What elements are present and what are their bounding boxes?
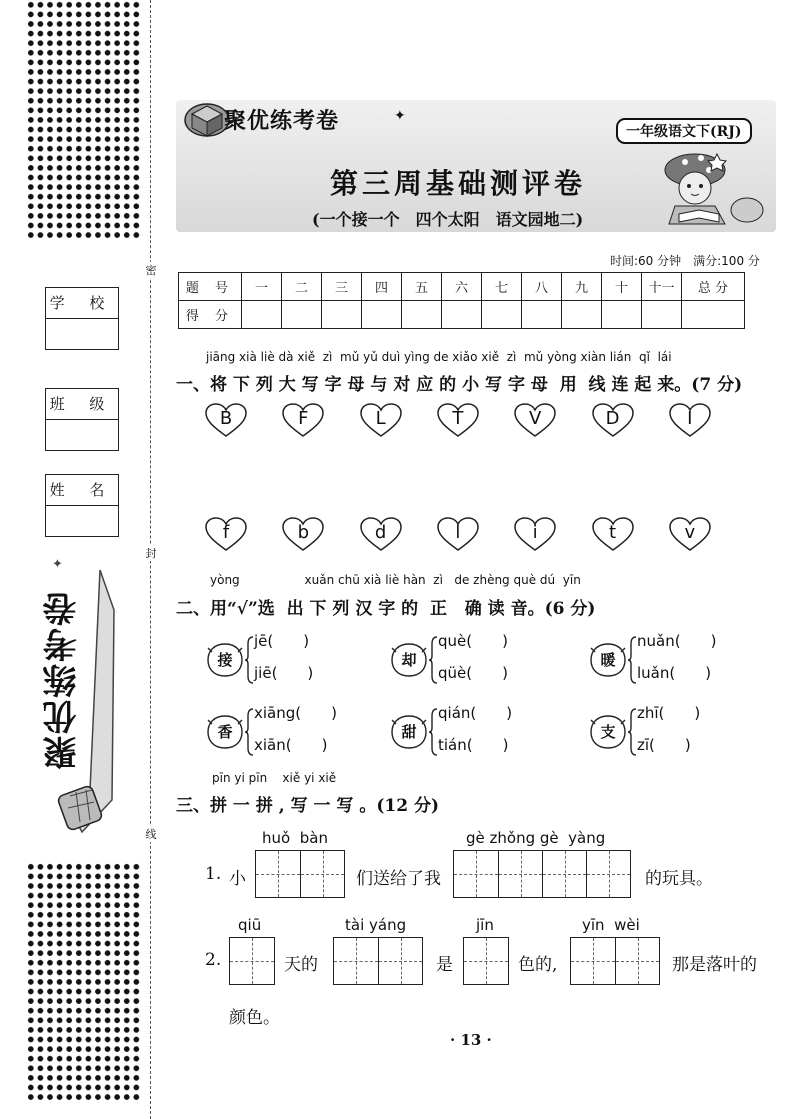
name-label: 姓 名: [46, 475, 118, 506]
uppercase-heart-F[interactable]: [281, 402, 325, 438]
heart-letter: I: [687, 408, 693, 429]
grid-cell[interactable]: [378, 938, 422, 984]
q3-pinyin: pīn yi pīn xiě yi xiě: [212, 771, 337, 785]
s2-text-d: 色的,: [518, 955, 558, 975]
brand-title: 聚优练考卷: [224, 108, 340, 134]
brace-icon: [245, 708, 254, 756]
reading-option[interactable]: tián( ): [438, 736, 509, 754]
brace-icon: [628, 708, 637, 756]
score-blank[interactable]: [482, 301, 522, 329]
score-cell: 五: [402, 273, 442, 301]
heart-letter: L: [375, 408, 386, 429]
score-blank[interactable]: [442, 301, 482, 329]
heart-letter: b: [297, 522, 310, 543]
school-field[interactable]: [45, 287, 119, 350]
score-cell: 一: [242, 273, 282, 301]
s2-number: 2.: [205, 950, 222, 970]
reading-option[interactable]: jē( ): [254, 632, 310, 650]
grid-cell[interactable]: [586, 851, 630, 897]
score-cell: 四: [362, 273, 402, 301]
vertical-brand-icon: ✦: [52, 557, 63, 572]
score-blank[interactable]: [402, 301, 442, 329]
lowercase-heart-i[interactable]: [513, 516, 557, 552]
score-blank[interactable]: [282, 301, 322, 329]
girl-reading-illustration: [655, 148, 767, 230]
name-field[interactable]: [45, 474, 119, 537]
uppercase-heart-T[interactable]: [436, 402, 480, 438]
score-blank[interactable]: [322, 301, 362, 329]
grid-cell[interactable]: [334, 938, 378, 984]
score-cell: 题 号: [179, 273, 242, 301]
score-cell: 十: [602, 273, 642, 301]
reading-option[interactable]: xiāng( ): [254, 704, 337, 722]
character-label: 香: [217, 723, 233, 741]
uppercase-heart-D[interactable]: [591, 402, 635, 438]
s1-text-a: 小: [229, 869, 246, 889]
character-label: 暖: [600, 651, 616, 669]
s2-pinyin-3: jīn: [476, 916, 494, 934]
writing-grid-qiu[interactable]: [229, 937, 275, 985]
class-field[interactable]: [45, 388, 119, 451]
brace-icon: [245, 636, 254, 684]
class-label: 班 级: [46, 389, 118, 420]
writing-grid-huoban[interactable]: [255, 850, 345, 898]
character-label: 却: [401, 651, 417, 669]
lowercase-heart-b[interactable]: [281, 516, 325, 552]
reading-option[interactable]: xiān( ): [254, 736, 328, 754]
reading-option[interactable]: luǎn( ): [637, 664, 712, 682]
name-blank[interactable]: [46, 506, 118, 536]
s1-pinyin-1: huǒ bàn: [262, 829, 328, 847]
score-cell: 二: [282, 273, 322, 301]
s1-pinyin-2: gè zhǒng gè yàng: [466, 829, 606, 847]
heart-letter: f: [222, 522, 230, 543]
q1-heading: 一、将 下 列 大 写 字 母 与 对 应 的 小 写 字 母 用 线 连 起 来。(7 分): [176, 375, 743, 395]
vertical-brand-text: 聚优练考卷: [43, 590, 83, 770]
grid-cell[interactable]: [300, 851, 344, 897]
page-number: · 13 ·: [450, 1031, 492, 1049]
character-bubble: [206, 714, 244, 750]
uppercase-heart-V[interactable]: [513, 402, 557, 438]
q1-pinyin: jiāng xià liè dà xiě zì mǔ yǔ duì yìng de xiǎo xiě zì mǔ yòng xiàn lián qǐ lái: [206, 350, 672, 364]
s1-text-c: 的玩具。: [645, 869, 713, 889]
s2-pinyin-2: tài yáng: [345, 916, 407, 934]
school-blank[interactable]: [46, 319, 118, 349]
q2-heading: 二、用“√”选 出 下 列 汉 字 的 正 确 读 音。(6 分): [176, 599, 596, 619]
heart-letter: V: [529, 408, 542, 429]
uppercase-heart-I[interactable]: [668, 402, 712, 438]
seal-char-feng: 封: [145, 547, 157, 560]
writing-grid-jin[interactable]: [463, 937, 509, 985]
grid-cell[interactable]: [615, 938, 659, 984]
page-subtitle: (一个接一个 四个太阳 语文园地二): [312, 210, 584, 229]
character-label: 支: [600, 723, 616, 741]
heart-letter: F: [298, 408, 309, 429]
brace-icon: [628, 636, 637, 684]
score-blank[interactable]: [562, 301, 602, 329]
score-blank[interactable]: [642, 301, 682, 329]
q2-pinyin: yòng xuǎn chū xià liè hàn zì de zhèng què dú yīn: [210, 573, 581, 587]
character-bubble: [589, 642, 627, 678]
dot-pattern-top: [26, 0, 142, 238]
heart-letter: l: [455, 522, 461, 543]
grid-cell[interactable]: [571, 938, 615, 984]
class-blank[interactable]: [46, 420, 118, 450]
score-cell: 十一: [642, 273, 682, 301]
grid-cell[interactable]: [256, 851, 300, 897]
reading-option[interactable]: jiē( ): [254, 664, 314, 682]
sparkle-icon: ✦: [394, 108, 406, 124]
grid-cell[interactable]: [464, 938, 508, 984]
school-label: 学 校: [46, 288, 118, 319]
lowercase-heart-t[interactable]: [591, 516, 635, 552]
writing-grid-gezhonggeyang[interactable]: [453, 850, 631, 898]
score-table-score-row: [179, 301, 745, 329]
page-title: 第三周基础测评卷: [330, 167, 587, 200]
score-cell: 七: [482, 273, 522, 301]
q3-heading: 三、拼 一 拼 , 写 一 写 。(12 分): [176, 796, 440, 816]
s1-text-b: 们送给了我: [356, 869, 441, 889]
score-cell: 八: [522, 273, 562, 301]
exam-meta: 时间:60 分钟 满分:100 分: [610, 254, 760, 268]
reading-option[interactable]: qüè( ): [438, 664, 508, 682]
character-bubble: [390, 714, 428, 750]
character-bubble: [589, 714, 627, 750]
character-bubble: [206, 642, 244, 678]
s2-text-f: 颜色。: [229, 1008, 280, 1028]
s2-text-c: 是: [436, 955, 453, 975]
uppercase-heart-B[interactable]: [204, 402, 248, 438]
score-cell: 九: [562, 273, 602, 301]
grid-cell[interactable]: [230, 938, 274, 984]
lowercase-heart-d[interactable]: [359, 516, 403, 552]
s2-text-b: 天的: [284, 955, 318, 975]
score-blank[interactable]: [362, 301, 402, 329]
reading-option[interactable]: zhī( ): [637, 704, 701, 722]
reading-option[interactable]: qián( ): [438, 704, 513, 722]
seal-char-mi: 密: [145, 264, 157, 277]
brace-icon: [429, 708, 438, 756]
score-blank[interactable]: [242, 301, 282, 329]
grid-cell[interactable]: [542, 851, 586, 897]
reading-option[interactable]: què( ): [438, 632, 508, 650]
grade-badge: 一年级语文下(RJ): [616, 118, 752, 144]
heart-letter: B: [219, 408, 233, 429]
character-bubble: [390, 642, 428, 678]
writing-grid-taiyang[interactable]: [333, 937, 423, 985]
s1-number: 1.: [205, 864, 222, 884]
character-label: 甜: [401, 723, 417, 741]
character-label: 接: [217, 651, 233, 669]
s2-pinyin-1: qiū: [238, 916, 262, 934]
score-blank[interactable]: [602, 301, 642, 329]
reading-option[interactable]: zī( ): [637, 736, 691, 754]
s2-pinyin-4: yīn wèi: [582, 916, 640, 934]
lowercase-heart-f[interactable]: [204, 516, 248, 552]
score-blank[interactable]: [682, 301, 745, 329]
s2-text-e: 那是落叶的: [672, 955, 757, 975]
score-row-label: 得 分: [179, 301, 242, 329]
heart-letter: T: [452, 408, 464, 429]
score-cell: 三: [322, 273, 362, 301]
heart-letter: d: [374, 522, 387, 543]
heart-letter: v: [684, 522, 696, 543]
lowercase-heart-l[interactable]: [436, 516, 480, 552]
writing-grid-yinwei[interactable]: [570, 937, 660, 985]
reading-option[interactable]: nuǎn( ): [637, 632, 717, 650]
heart-letter: t: [608, 522, 617, 543]
heart-letter: D: [605, 408, 620, 429]
grid-cell[interactable]: [454, 851, 498, 897]
brace-icon: [429, 636, 438, 684]
grid-cell[interactable]: [498, 851, 542, 897]
score-cell: 总 分: [682, 273, 745, 301]
score-table: [178, 272, 745, 329]
dot-pattern-bottom: [26, 862, 142, 1102]
score-blank[interactable]: [522, 301, 562, 329]
heart-letter: i: [532, 522, 538, 543]
score-cell: 六: [442, 273, 482, 301]
score-table-header-row: [179, 273, 745, 301]
lowercase-heart-v[interactable]: [668, 516, 712, 552]
seal-char-xian: 线: [145, 828, 157, 841]
uppercase-heart-L[interactable]: [359, 402, 403, 438]
